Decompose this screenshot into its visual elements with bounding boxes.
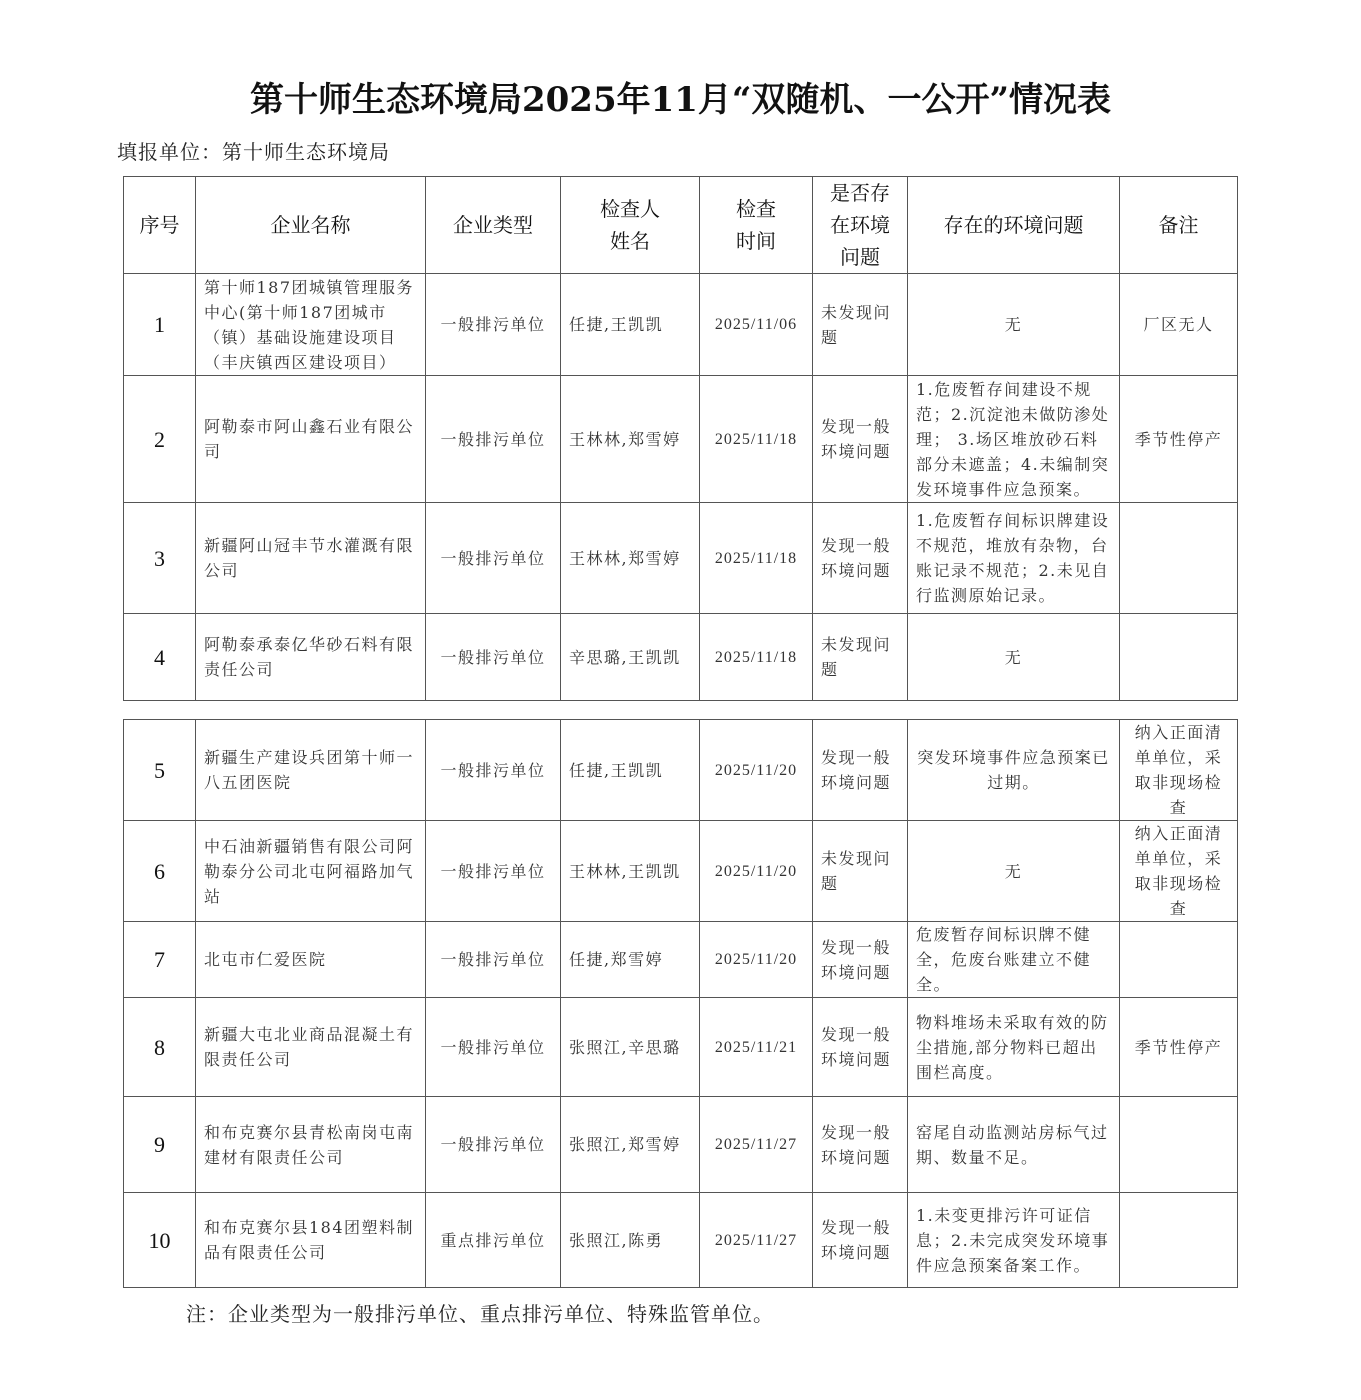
- cell-company-name: 阿勒泰承泰亿华砂石料有限责任公司: [196, 614, 426, 701]
- cell-company-type: 一般排污单位: [426, 376, 561, 503]
- cell-issues: 1.危废暂存间建设不规范；2.沉淀池未做防渗处理； 3.场区堆放砂石料部分未遮盖；4.未编制突发环境事件应急预案。: [908, 376, 1120, 503]
- cell-issues: 无: [908, 821, 1120, 922]
- cell-inspectors: 王林林,郑雪婷: [561, 503, 700, 614]
- cell-company-type: 一般排污单位: [426, 998, 561, 1097]
- cell-date: 2025/11/20: [700, 922, 813, 998]
- cell-date: 2025/11/20: [700, 720, 813, 821]
- cell-seq: 10: [124, 1193, 196, 1288]
- cell-date: 2025/11/18: [700, 614, 813, 701]
- cell-seq: 6: [124, 821, 196, 922]
- cell-inspectors: 任捷,郑雪婷: [561, 922, 700, 998]
- cell-company-type: 一般排污单位: [426, 821, 561, 922]
- cell-seq: 5: [124, 720, 196, 821]
- table-row: [124, 720, 1238, 821]
- header-remark: 备注: [1120, 177, 1238, 274]
- header-time: 检查 时间: [700, 177, 813, 274]
- cell-date: 2025/11/06: [700, 274, 813, 376]
- table-row: [124, 376, 1238, 503]
- cell-has-issue: 未发现问题: [813, 274, 908, 376]
- cell-inspectors: 王林林,郑雪婷: [561, 376, 700, 503]
- cell-remark: [1120, 1097, 1238, 1193]
- cell-remark: 纳入正面清单单位，采取非现场检查: [1120, 821, 1238, 922]
- table-row: [124, 922, 1238, 998]
- cell-has-issue: 发现一般环境问题: [813, 998, 908, 1097]
- cell-inspectors: 王林林,王凯凯: [561, 821, 700, 922]
- cell-remark: 季节性停产: [1120, 376, 1238, 503]
- page-title: 第十师生态环境局2025年11月“双随机、一公开”情况表: [249, 80, 1112, 120]
- cell-date: 2025/11/18: [700, 376, 813, 503]
- cell-issues: 1.未变更排污许可证信息；2.未完成突发环境事件应急预案备案工作。: [908, 1193, 1120, 1288]
- cell-issues: 无: [908, 274, 1120, 376]
- header-seq: 序号: [124, 177, 196, 274]
- cell-has-issue: 发现一般环境问题: [813, 720, 908, 821]
- cell-seq: 8: [124, 998, 196, 1097]
- cell-company-name: 中石油新疆销售有限公司阿勒泰分公司北屯阿福路加气站: [196, 821, 426, 922]
- cell-remark: 季节性停产: [1120, 998, 1238, 1097]
- cell-inspectors: 辛思璐,王凯凯: [561, 614, 700, 701]
- cell-inspectors: 张照江,辛思璐: [561, 998, 700, 1097]
- cell-seq: 7: [124, 922, 196, 998]
- cell-issues: 突发环境事件应急预案已过期。: [908, 720, 1120, 821]
- footnote: 注：企业类型为一般排污单位、重点排污单位、特殊监管单位。: [186, 1302, 774, 1326]
- cell-company-name: 新疆大屯北业商品混凝土有限责任公司: [196, 998, 426, 1097]
- table-row: [124, 821, 1238, 922]
- cell-has-issue: 发现一般环境问题: [813, 503, 908, 614]
- cell-date: 2025/11/27: [700, 1097, 813, 1193]
- cell-company-name: 和布克赛尔县184团塑料制品有限责任公司: [196, 1193, 426, 1288]
- cell-date: 2025/11/20: [700, 821, 813, 922]
- reporting-unit: 填报单位：第十师生态环境局: [117, 140, 390, 164]
- table-row: [124, 1097, 1238, 1193]
- table-row: [124, 274, 1238, 376]
- cell-remark: 纳入正面清单单位，采取非现场检查: [1120, 720, 1238, 821]
- cell-company-name: 第十师187团城镇管理服务中心(第十师187团城市（镇）基础设施建设项目（丰庆镇西区建设项目）: [196, 274, 426, 376]
- cell-date: 2025/11/27: [700, 1193, 813, 1288]
- cell-remark: [1120, 614, 1238, 701]
- table-row: [124, 614, 1238, 701]
- cell-remark: [1120, 1193, 1238, 1288]
- table-row: [124, 1193, 1238, 1288]
- cell-has-issue: 未发现问题: [813, 821, 908, 922]
- cell-remark: 厂区无人: [1120, 274, 1238, 376]
- cell-seq: 3: [124, 503, 196, 614]
- cell-company-name: 新疆阿山冠丰节水灌溉有限公司: [196, 503, 426, 614]
- cell-seq: 4: [124, 614, 196, 701]
- cell-issues: 窑尾自动监测站房标气过期、数量不足。: [908, 1097, 1120, 1193]
- cell-has-issue: 发现一般环境问题: [813, 376, 908, 503]
- cell-company-type: 一般排污单位: [426, 1097, 561, 1193]
- header-company-type: 企业类型: [426, 177, 561, 274]
- inspection-table-part-2: [123, 719, 1238, 1288]
- cell-has-issue: 发现一般环境问题: [813, 922, 908, 998]
- header-has-issue: 是否存 在环境 问题: [813, 177, 908, 274]
- table-row: [124, 503, 1238, 614]
- cell-issues: 1.危废暂存间标识牌建设不规范，堆放有杂物，台账记录不规范；2.未见自行监测原始记录。: [908, 503, 1120, 614]
- header-inspector: 检查人 姓名: [561, 177, 700, 274]
- cell-seq: 2: [124, 376, 196, 503]
- cell-has-issue: 发现一般环境问题: [813, 1193, 908, 1288]
- header-company-name: 企业名称: [196, 177, 426, 274]
- cell-company-name: 和布克赛尔县青松南岗屯南建材有限责任公司: [196, 1097, 426, 1193]
- cell-company-type: 一般排污单位: [426, 922, 561, 998]
- table-header-row: [124, 177, 1238, 274]
- cell-inspectors: 任捷,王凯凯: [561, 720, 700, 821]
- cell-company-name: 新疆生产建设兵团第十师一八五团医院: [196, 720, 426, 821]
- table-row: [124, 998, 1238, 1097]
- cell-company-type: 一般排污单位: [426, 503, 561, 614]
- cell-date: 2025/11/18: [700, 503, 813, 614]
- cell-seq: 9: [124, 1097, 196, 1193]
- cell-issues: 物料堆场未采取有效的防尘措施,部分物料已超出围栏高度。: [908, 998, 1120, 1097]
- cell-company-type: 一般排污单位: [426, 720, 561, 821]
- cell-inspectors: 张照江,郑雪婷: [561, 1097, 700, 1193]
- cell-company-name: 北屯市仁爱医院: [196, 922, 426, 998]
- cell-company-type: 一般排污单位: [426, 614, 561, 701]
- inspection-table-part-1: [123, 176, 1238, 701]
- cell-date: 2025/11/21: [700, 998, 813, 1097]
- header-issues: 存在的环境问题: [908, 177, 1120, 274]
- cell-issues: 无: [908, 614, 1120, 701]
- cell-company-type: 重点排污单位: [426, 1193, 561, 1288]
- cell-inspectors: 张照江,陈勇: [561, 1193, 700, 1288]
- cell-issues: 危废暂存间标识牌不健全，危废台账建立不健全。: [908, 922, 1120, 998]
- cell-company-name: 阿勒泰市阿山鑫石业有限公司: [196, 376, 426, 503]
- cell-inspectors: 任捷,王凯凯: [561, 274, 700, 376]
- cell-remark: [1120, 922, 1238, 998]
- cell-has-issue: 未发现问题: [813, 614, 908, 701]
- cell-seq: 1: [124, 274, 196, 376]
- cell-company-type: 一般排污单位: [426, 274, 561, 376]
- cell-has-issue: 发现一般环境问题: [813, 1097, 908, 1193]
- cell-remark: [1120, 503, 1238, 614]
